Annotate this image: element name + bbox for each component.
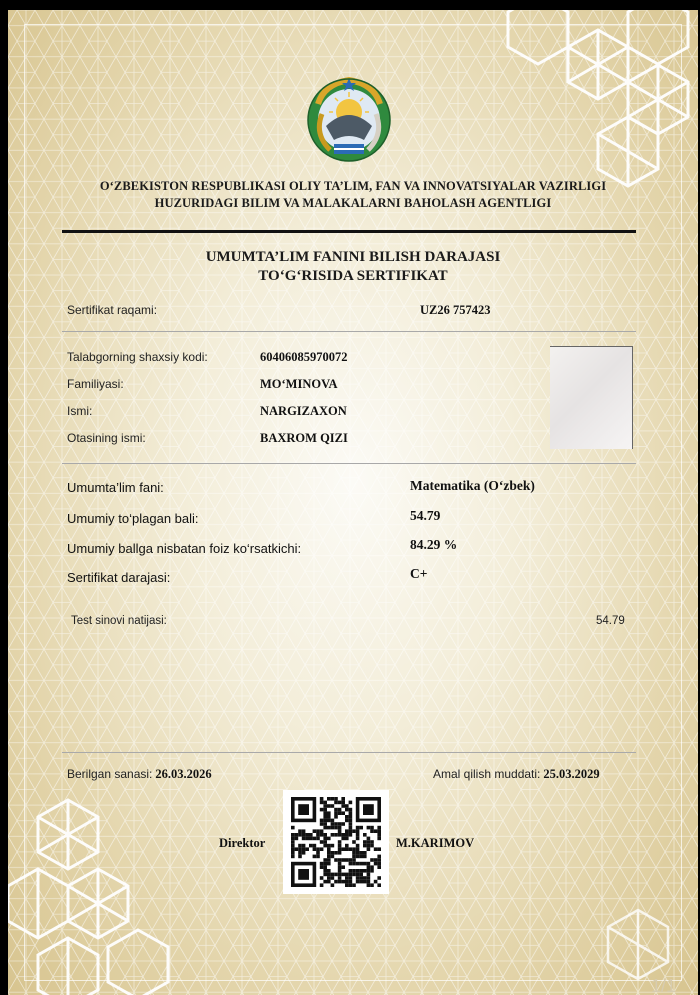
test-result-label: Test sinovi natijasi:	[71, 615, 167, 627]
test-result-value: 54.79	[596, 615, 625, 627]
agency-header-line2: HUZURIDAGI BILIM VA MALAKALARNI BAHOLASH AGENTLIGI	[154, 196, 552, 210]
director-title: Direktor	[219, 836, 266, 850]
subject-label: Umumta’lim fani:	[67, 480, 164, 495]
surname-value: MO‘MINOVA	[260, 377, 338, 391]
issued-date	[67, 767, 212, 782]
divider-3	[62, 752, 636, 753]
valid-until-label: Amal qilish muddati:	[433, 767, 541, 781]
qr-code-icon	[283, 790, 389, 894]
subject-value: Matematika (O‘zbek)	[410, 478, 535, 493]
first-name-value: NARGIZAXON	[260, 404, 347, 418]
state-emblem-icon	[304, 74, 394, 166]
percentage-value: 84.29 %	[410, 537, 458, 552]
divider-1	[62, 331, 636, 332]
first-name-label: Ismi:	[67, 404, 93, 418]
agency-header-line1: O‘ZBEKISTON RESPUBLIKASI OLIY TA’LIM, FAN VA INNOVATSIYALAR VAZIRLIGI	[99, 179, 607, 193]
personal-code-label: Talabgorning shaxsiy kodi:	[67, 350, 208, 364]
page-number: 1/1	[650, 976, 676, 995]
director-name: M.KARIMOV	[396, 836, 475, 850]
certificate-title	[8, 248, 698, 286]
certificate-page	[8, 10, 698, 995]
level-label: Sertifikat darajasi:	[67, 570, 171, 585]
valid-until-date	[433, 767, 600, 782]
patronymic-label: Otasining ismi:	[67, 431, 146, 445]
certificate-number-value: UZ26 757423	[420, 303, 491, 317]
divider-2	[62, 463, 636, 464]
agency-header	[8, 178, 698, 212]
surname-label: Familiyasi:	[67, 377, 124, 391]
certificate-title-line2: TO‘G‘RISIDA SERTIFIKAT	[258, 268, 448, 284]
issued-date-label: Berilgan sanasi:	[67, 767, 153, 781]
applicant-photo	[550, 346, 633, 449]
personal-code-value: 60406085970072	[260, 350, 348, 364]
total-score-label: Umumiy to‘plagan bali:	[67, 511, 199, 526]
certificate-number-label: Sertifikat raqami:	[67, 303, 158, 317]
corner-ornament-bottom-left	[8, 780, 228, 995]
certificate-title-line1: UMUMTA’LIM FANINI BILISH DARAJASI	[205, 249, 501, 265]
top-black-bar	[0, 0, 700, 10]
percentage-label: Umumiy ballga nisbatan foiz ko‘rsatkichi:	[67, 541, 302, 556]
verification-qr-code[interactable]	[283, 790, 389, 894]
total-score-value: 54.79	[410, 508, 441, 523]
valid-until-value: 25.03.2029	[543, 767, 600, 781]
header-divider	[62, 230, 636, 233]
issued-date-value: 26.03.2026	[155, 767, 212, 781]
patronymic-value: BAXROM QIZI	[260, 431, 348, 445]
level-value: C+	[410, 566, 428, 581]
